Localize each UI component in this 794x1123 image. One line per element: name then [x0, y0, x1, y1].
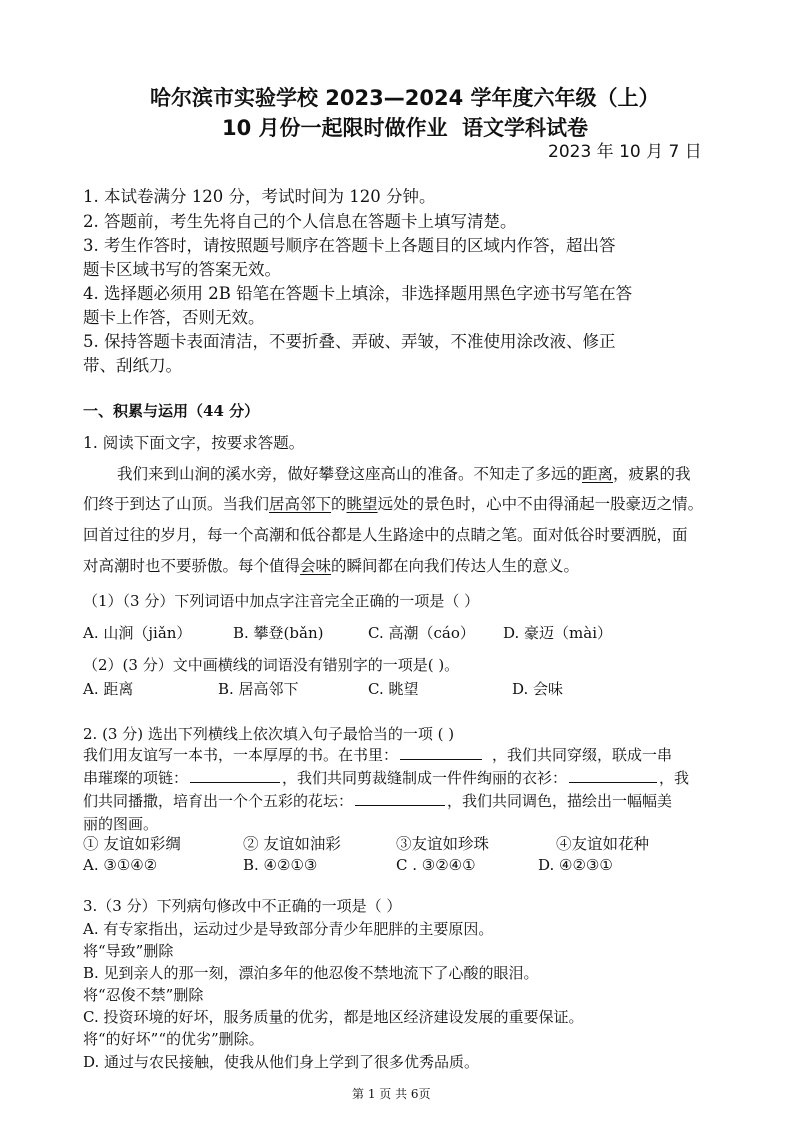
- question-3-prompt: 3.（3 分）下列病句修改中不正确的一项是（ ）: [83, 897, 402, 915]
- instruction-line: 5. 保持答题卡表面清洁，不要折叠、弄破、弄皱，不准使用涂改液、修正: [83, 332, 616, 351]
- underlined-word-tiaowang: 眺望: [346, 495, 378, 513]
- q3-line: C. 投资环境的好坏，服务质量的优劣，都是地区经济建设发展的重要保证。: [83, 1008, 584, 1026]
- passage-line-1: 我们来到山涧的溪水旁，做好攀登这座高山的准备。不知走了多远的距离，疲累的我: [117, 465, 691, 483]
- q3-line: A. 有专家指出，运动过少是导致部分青少年肥胖的主要原因。: [83, 920, 494, 938]
- underlined-word-juli: 距离: [582, 465, 614, 483]
- passage-line-3: 回首过往的岁月，每一个高潮和低谷都是人生路途中的点睛之笔。面对低谷时要洒脱，面: [83, 526, 688, 544]
- q2-choice-4: ④友谊如花种: [556, 835, 650, 853]
- q3-line: 将“导致”删除: [83, 942, 174, 960]
- q2-line-4: 丽的图画。: [83, 815, 159, 833]
- q2-choice-3: ③友谊如珍珠: [396, 835, 490, 853]
- q2-line-2: 串璀璨的项链： ，我们共同剪裁缝制成一件件绚丽的衣衫： ，我: [83, 769, 690, 787]
- fill-blank: [190, 768, 280, 783]
- fill-blank: [400, 745, 482, 760]
- q2-line-3: 们共同播撒，培育出一个个五彩的花坛： ，我们共同调色，描绘出一幅幅美: [83, 792, 673, 810]
- q1-sub1-option-a: A. 山涧（jiǎn）: [83, 624, 192, 642]
- question-1-prompt: 1. 阅读下面文字，按要求答题。: [83, 434, 305, 452]
- q1-sub2-option-c: C. 眺望: [368, 680, 419, 698]
- q1-sub2-option-d: D. 会味: [512, 680, 564, 698]
- q1-sub1-option-c: C. 高潮（cáo）: [368, 624, 475, 642]
- q2-option-b: B. ④②①③: [243, 856, 318, 874]
- page-title-line1: 哈尔滨市实验学校 2023—2024 学年度六年级（上）: [150, 86, 660, 110]
- exam-date: 2023 年 10 月 7 日: [548, 142, 702, 162]
- q3-line: 将“忍俊不禁”删除: [83, 986, 204, 1004]
- page-title-line2-part-b: 语文学科试卷: [462, 116, 588, 140]
- q1-sub1-option-b: B. 攀登(bǎn): [233, 624, 324, 642]
- fill-blank: [569, 768, 657, 783]
- q1-sub2-option-b: B. 居高邻下: [218, 680, 299, 698]
- underlined-word-huiwei: 会味: [300, 557, 332, 575]
- section-heading: 一、积累与运用（44 分）: [83, 402, 260, 420]
- q1-sub2-prompt: （2）(3 分）文中画横线的词语没有错别字的一项是( )。: [83, 656, 460, 674]
- q3-line: 将“的好坏”“的优劣”删除。: [83, 1030, 264, 1048]
- passage-line-4: 对高潮时也不要骄傲。每个值得会味的瞬间都在向我们传达人生的意义。: [83, 557, 580, 575]
- instruction-line: 题卡区域书写的答案无效。: [83, 260, 281, 279]
- page-title-line2-part-a: 10 月份一起限时做作业: [222, 116, 448, 140]
- instruction-line: 2. 答题前，考生先将自己的个人信息在答题卡上填写清楚。: [83, 212, 517, 231]
- instruction-line: 3. 考生作答时，请按照题号顺序在答题卡上各题目的区域内作答，超出答: [83, 236, 616, 255]
- q1-sub2-option-a: A. 距离: [83, 680, 134, 698]
- q3-line: B. 见到亲人的那一刻，漂泊多年的他忍俊不禁地流下了心酸的眼泪。: [83, 964, 539, 982]
- q2-choice-2: ② 友谊如油彩: [243, 835, 341, 853]
- q2-option-d: D. ④②③①: [538, 856, 613, 874]
- q1-sub1-prompt: （1）（3 分）下列词语中加点字注音完全正确的一项是（ ）: [83, 592, 480, 610]
- q1-sub1-option-d: D. 豪迈（mài）: [503, 624, 612, 642]
- question-2-prompt: 2. (3 分) 选出下列横线上依次填入句子最恰当的一项 ( ): [83, 725, 455, 743]
- underlined-word-jugaolinxia: 居高邻下: [269, 495, 332, 513]
- instruction-line: 1. 本试卷满分 120 分，考试时间为 120 分钟。: [83, 187, 436, 206]
- instruction-line: 带、刮纸刀。: [83, 356, 182, 375]
- fill-blank: [355, 791, 445, 806]
- q2-line-1: 我们用友谊写一本书，一本厚厚的书。在书里： ，我们共同穿缀，联成一串: [83, 746, 673, 764]
- q2-choice-1: ① 友谊如彩绸: [83, 835, 181, 853]
- q2-option-c: C . ③②④①: [396, 856, 476, 874]
- q2-option-a: A. ③①④②: [83, 856, 158, 874]
- instruction-line: 题卡上作答，否则无效。: [83, 308, 265, 327]
- q3-line: D. 通过与农民接触，使我从他们身上学到了很多优秀品质。: [83, 1053, 480, 1071]
- passage-line-2: 们终于到达了山顶。当我们居高邻下的眺望远处的景色时，心中不由得涌起一股豪迈之情。: [83, 495, 704, 513]
- page-number: 第 1 页 共 6页: [352, 1087, 431, 1101]
- instruction-line: 4. 选择题必须用 2B 铅笔在答题卡上填涂，非选择题用黑色字迹书写笔在答: [83, 284, 633, 303]
